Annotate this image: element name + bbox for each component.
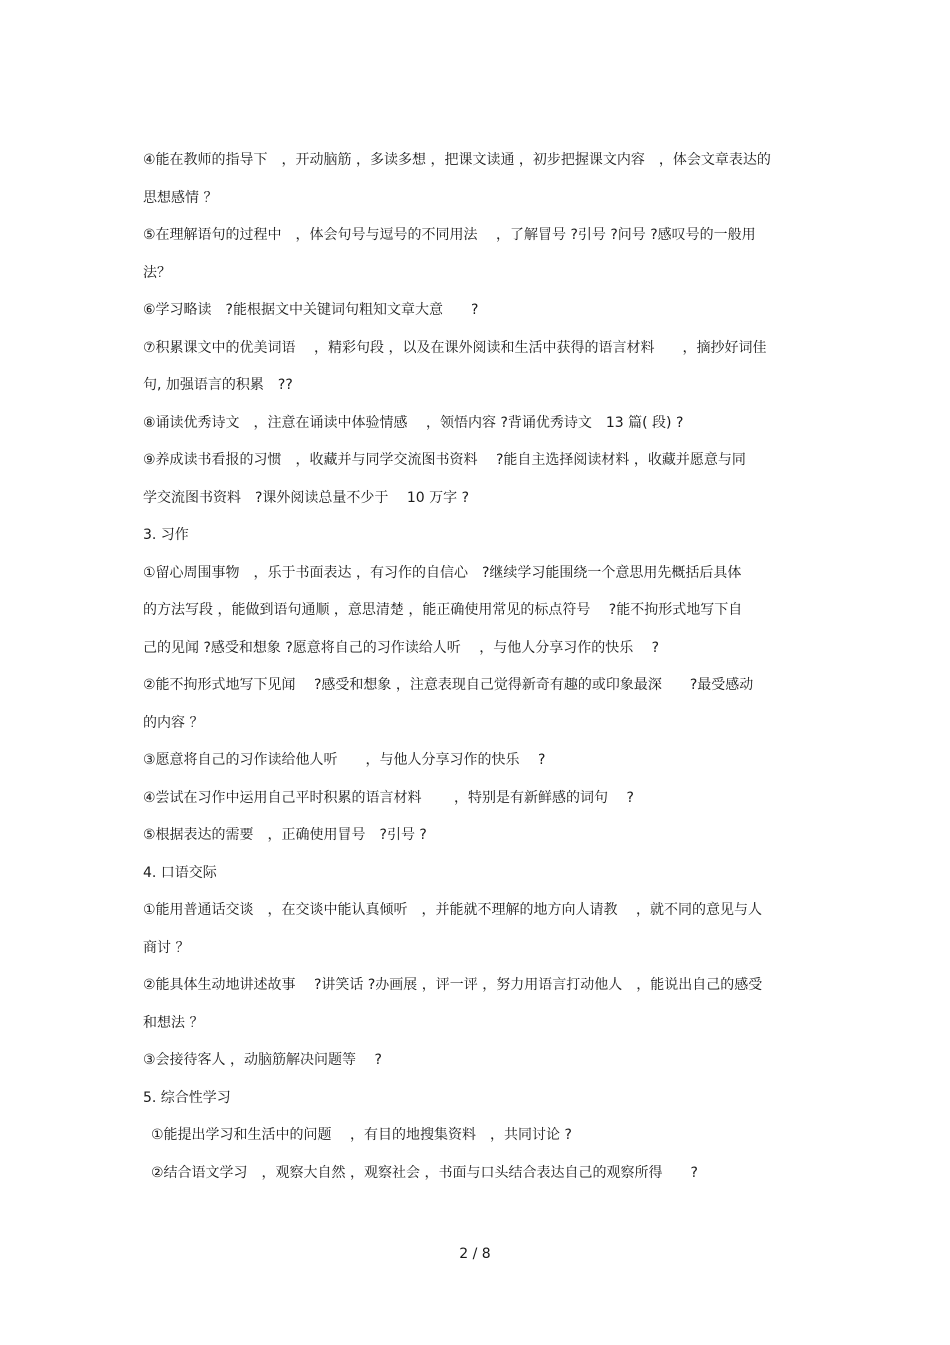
- text-line: ③会接待客人 ，动脑筋解决问题等 ?: [143, 1052, 382, 1068]
- page-number: 2 / 8: [459, 1246, 491, 1262]
- text-line: 思想感情 ？: [143, 189, 218, 206]
- text-line: ⑤在理解语句的过程中 ，体会句号与逗号的不同用法 ，了解冒号 ?引号 ?问号 ?感叹号的一般用: [143, 227, 756, 243]
- text-line: 己的见闻 ?感受和想象 ?愿意将自己的习作读给人听 ，与他人分享习作的快乐 ?: [143, 639, 660, 656]
- text-line: 的内容 ？: [143, 714, 204, 731]
- text-line: 和想法 ？: [143, 1014, 204, 1031]
- text-line: 3. 习作: [143, 527, 189, 543]
- text-line: ③愿意将自己的习作读给他人听 ，与他人分享习作的快乐 ?: [143, 752, 546, 768]
- text-line: ⑧诵读优秀诗文 ，注意在诵读中体验情感 ，领悟内容 ?背诵优秀诗文 13 篇( 段) ?: [143, 414, 684, 431]
- text-line: ⑦积累课文中的优美词语 ，精彩句段 ，以及在课外阅读和生活中获得的语言材料 ，摘抄好词佳: [143, 339, 767, 356]
- text-line: 句, 加强语言的积累 ??: [143, 377, 293, 393]
- text-line: 学交流图书资料 ?课外阅读总量不少于 10 万字 ?: [143, 489, 470, 506]
- document-body: [143, 142, 813, 1192]
- text-line: ④能在教师的指导下 ，开动脑筋 ，多读多想 ，把课文读通 ，初步把握课文内容 ，体会文章表达的: [143, 152, 771, 168]
- text-line: ⑤根据表达的需要 ，正确使用冒号 ?引号 ?: [143, 827, 427, 843]
- text-line: ①能提出学习和生活中的问题 ，有目的地搜集资料 ，共同讨论 ?: [151, 1127, 572, 1143]
- text-line: ①留心周围事物 ，乐于书面表达 ，有习作的自信心 ?继续学习能围绕一个意思用先概括后具体: [143, 564, 742, 581]
- text-line: 的方法写段 ，能做到语句通顺 ，意思清楚 ，能正确使用常见的标点符号 ?能不拘形式地写下自: [143, 602, 743, 618]
- text-line: ②能具体生动地讲述故事 ?讲笑话 ?办画展 ，评一评 ，努力用语言打动他人 ，能说出自己的感受: [143, 977, 763, 993]
- text-line: ②能不拘形式地写下见闻 ?感受和想象 ，注意表现自己觉得新奇有趣的或印象最深 ?最受感动: [143, 677, 754, 693]
- text-line: 商讨 ？: [143, 939, 190, 956]
- text-line: ⑥学习略读 ?能根据文中关键词句粗知文章大意 ?: [143, 302, 479, 318]
- text-line: ①能用普通话交谈 ，在交谈中能认真倾听 ，并能就不理解的地方向人请教 ，就不同的意见与人: [143, 902, 762, 918]
- text-line: 4. 口语交际: [143, 864, 217, 881]
- text-line: ⑨养成读书看报的习惯 ，收藏并与同学交流图书资料 ?能自主选择阅读材料 ，收藏并愿意与同: [143, 452, 746, 468]
- text-line: 法？: [143, 264, 171, 281]
- text-line: 5. 综合性学习: [143, 1089, 231, 1106]
- text-line: ④尝试在习作中运用自己平时积累的语言材料 ，特别是有新鲜感的词句 ?: [143, 789, 634, 806]
- text-line: ②结合语文学习 ，观察大自然 ，观察社会 ，书面与口头结合表达自己的观察所得 ?: [151, 1164, 698, 1181]
